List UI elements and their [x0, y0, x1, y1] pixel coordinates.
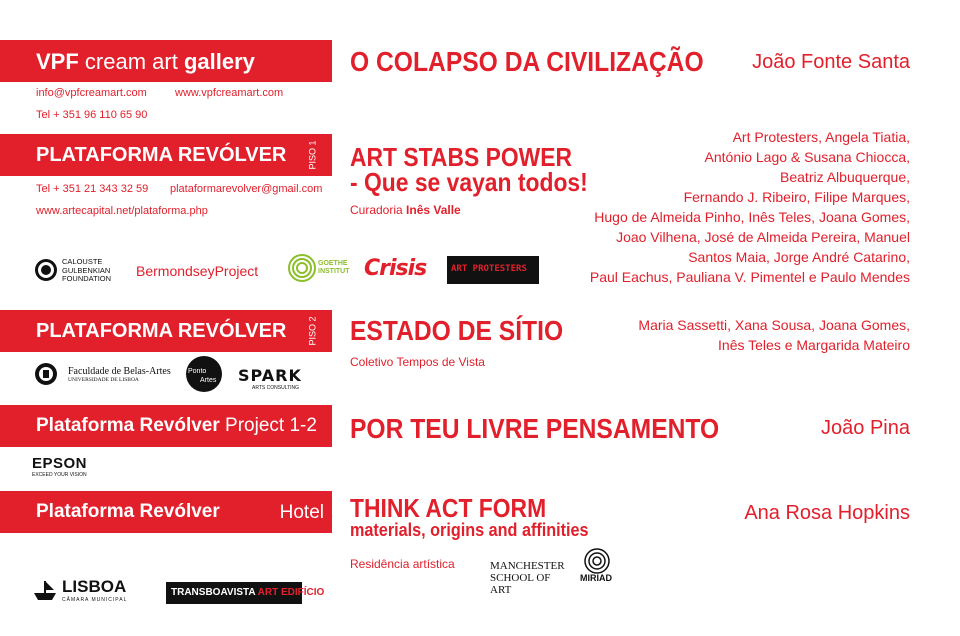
piso2-show-title: ESTADO DE SÍTIO [350, 315, 564, 346]
piso1-artist-line: Joao Vilhena, José de Almeida Pereira, Manuel [616, 229, 910, 245]
goethe-logo [288, 254, 352, 284]
vpf-name: VPF cream art gallery [36, 49, 255, 74]
bermondsey-logo: BermondseyProject [136, 263, 259, 279]
hotel-show-title-2: materials, origins and affinities [350, 520, 589, 540]
goethe-line: INSTITUT [318, 268, 350, 275]
hotel-artist: Ana Rosa Hopkins [744, 502, 910, 524]
miriad-text: MIRIAD [580, 573, 612, 583]
project12-name: Plataforma Revólver Project 1-2 [36, 415, 317, 436]
crisis-logo: Crisis [364, 256, 427, 281]
manchester-line: MANCHESTER [490, 560, 565, 572]
vpf-show-title: O COLAPSO DA CIVILIZAÇÃO [350, 46, 704, 77]
manchester-school-of-art-logo [490, 560, 570, 596]
ponto-artes-logo [186, 356, 222, 392]
hotel-label: Hotel [279, 502, 324, 523]
vpf-email[interactable]: info@vpfcreamart.com [36, 87, 147, 99]
piso1-floor: PISO 1 [307, 140, 318, 170]
piso1-show-title-2: - Que se vayan todos! [350, 167, 588, 197]
piso1-web[interactable]: www.artecapital.net/plataforma.php [36, 205, 208, 217]
piso2-artists [638, 315, 910, 355]
art-protesters-text: ART PROTESTERS [451, 264, 527, 274]
piso1-artists [590, 127, 910, 287]
piso1-artist-line: Beatriz Albuquerque, [780, 169, 910, 185]
fba-logo [34, 362, 184, 390]
goethe-line: GOETHE [318, 260, 348, 267]
vpf-artist: João Fonte Santa [752, 51, 910, 73]
ponto-text: Ponto [188, 368, 207, 375]
fba-line: UNIVERSIDADE DE LISBOA [68, 377, 139, 383]
piso1-show-title-1: ART STABS POWER [350, 142, 573, 172]
project12-artist: João Pina [821, 417, 910, 439]
piso2-bar [0, 310, 332, 352]
project12-show-title: POR TEU LIVRE PENSAMENTO [350, 413, 720, 444]
piso1-artist-line: António Lago & Susana Chiocca, [704, 149, 910, 165]
hotel-residency: Residência artística [350, 557, 455, 571]
fba-line: Faculdade de Belas-Artes [68, 366, 171, 377]
spark-text: SPARK [238, 366, 302, 385]
piso1-artist-line: Fernando J. Ribeiro, Filipe Marques, [683, 189, 910, 205]
piso1-email[interactable]: plataformarevolver@gmail.com [170, 183, 323, 195]
art-protesters-logo [447, 256, 539, 284]
gulbenkian-logo [34, 258, 124, 284]
piso1-name: PLATAFORMA REVÓLVER [36, 144, 287, 166]
gulbenkian-emblem-icon [34, 258, 58, 282]
piso1-curator: Curadoria Inês Valle [350, 203, 461, 217]
fba-emblem-icon [34, 362, 58, 386]
hotel-bar [0, 491, 332, 533]
spark-logo [238, 366, 318, 390]
piso1-artist-line: Hugo de Almeida Pinho, Inês Teles, Joana Gomes, [594, 209, 910, 225]
artes-text: Artes [200, 377, 217, 384]
piso2-name: PLATAFORMA REVÓLVER [36, 320, 287, 342]
piso1-bar [0, 134, 332, 176]
piso2-collective: Coletivo Tempos de Vista [350, 355, 485, 369]
lisboa-text: LISBOA [62, 577, 127, 596]
epson-text: EPSON [32, 455, 88, 472]
spark-sub-text: ARTS CONSULTING [252, 385, 300, 391]
transboavista-text: TRANSBOAVISTA ART EDIFÍCIO [171, 587, 325, 598]
piso1-phone: Tel + 351 21 343 32 59 [36, 183, 149, 195]
miriad-icon [578, 548, 616, 574]
piso2-artist-line: Maria Sassetti, Xana Sousa, Joana Gomes, [638, 317, 910, 333]
project12-bar [0, 405, 332, 447]
gulbenkian-line: CALOUSTE [62, 257, 103, 266]
piso2-floor: PISO 2 [307, 316, 318, 346]
gulbenkian-line: GULBENKIAN [62, 265, 111, 275]
epson-logo [32, 455, 102, 479]
piso2-artist-line: Inês Teles e Margarida Mateiro [718, 337, 910, 353]
lisboa-logo [32, 577, 132, 605]
vpf-web[interactable]: www.vpfcreamart.com [175, 87, 284, 99]
gulbenkian-line: FOUNDATION [62, 274, 112, 283]
epson-sub-text: EXCEED YOUR VISION [32, 472, 87, 478]
vpf-phone: Tel + 351 96 110 65 90 [36, 109, 148, 121]
lisboa-ship-icon [32, 579, 58, 603]
miriad-logo [578, 548, 616, 584]
transboavista-logo [166, 582, 325, 604]
piso1-artist-line: Paul Eachus, Pauliana V. Pimentel e Paulo Mendes [589, 269, 910, 285]
manchester-line: SCHOOL OF ART [490, 572, 551, 596]
vpf-bar [0, 40, 332, 82]
goethe-icon [288, 254, 316, 282]
lisboa-sub-text: CÂMARA MUNICIPAL [62, 597, 128, 603]
hotel-show-title-1: THINK ACT FORM [350, 493, 547, 523]
piso1-artist-line: Art Protesters, Angela Tiatia, [732, 129, 910, 145]
piso1-artist-line: Santos Maia, Jorge André Catarino, [688, 249, 910, 265]
hotel-name: Plataforma Revólver [36, 501, 220, 522]
